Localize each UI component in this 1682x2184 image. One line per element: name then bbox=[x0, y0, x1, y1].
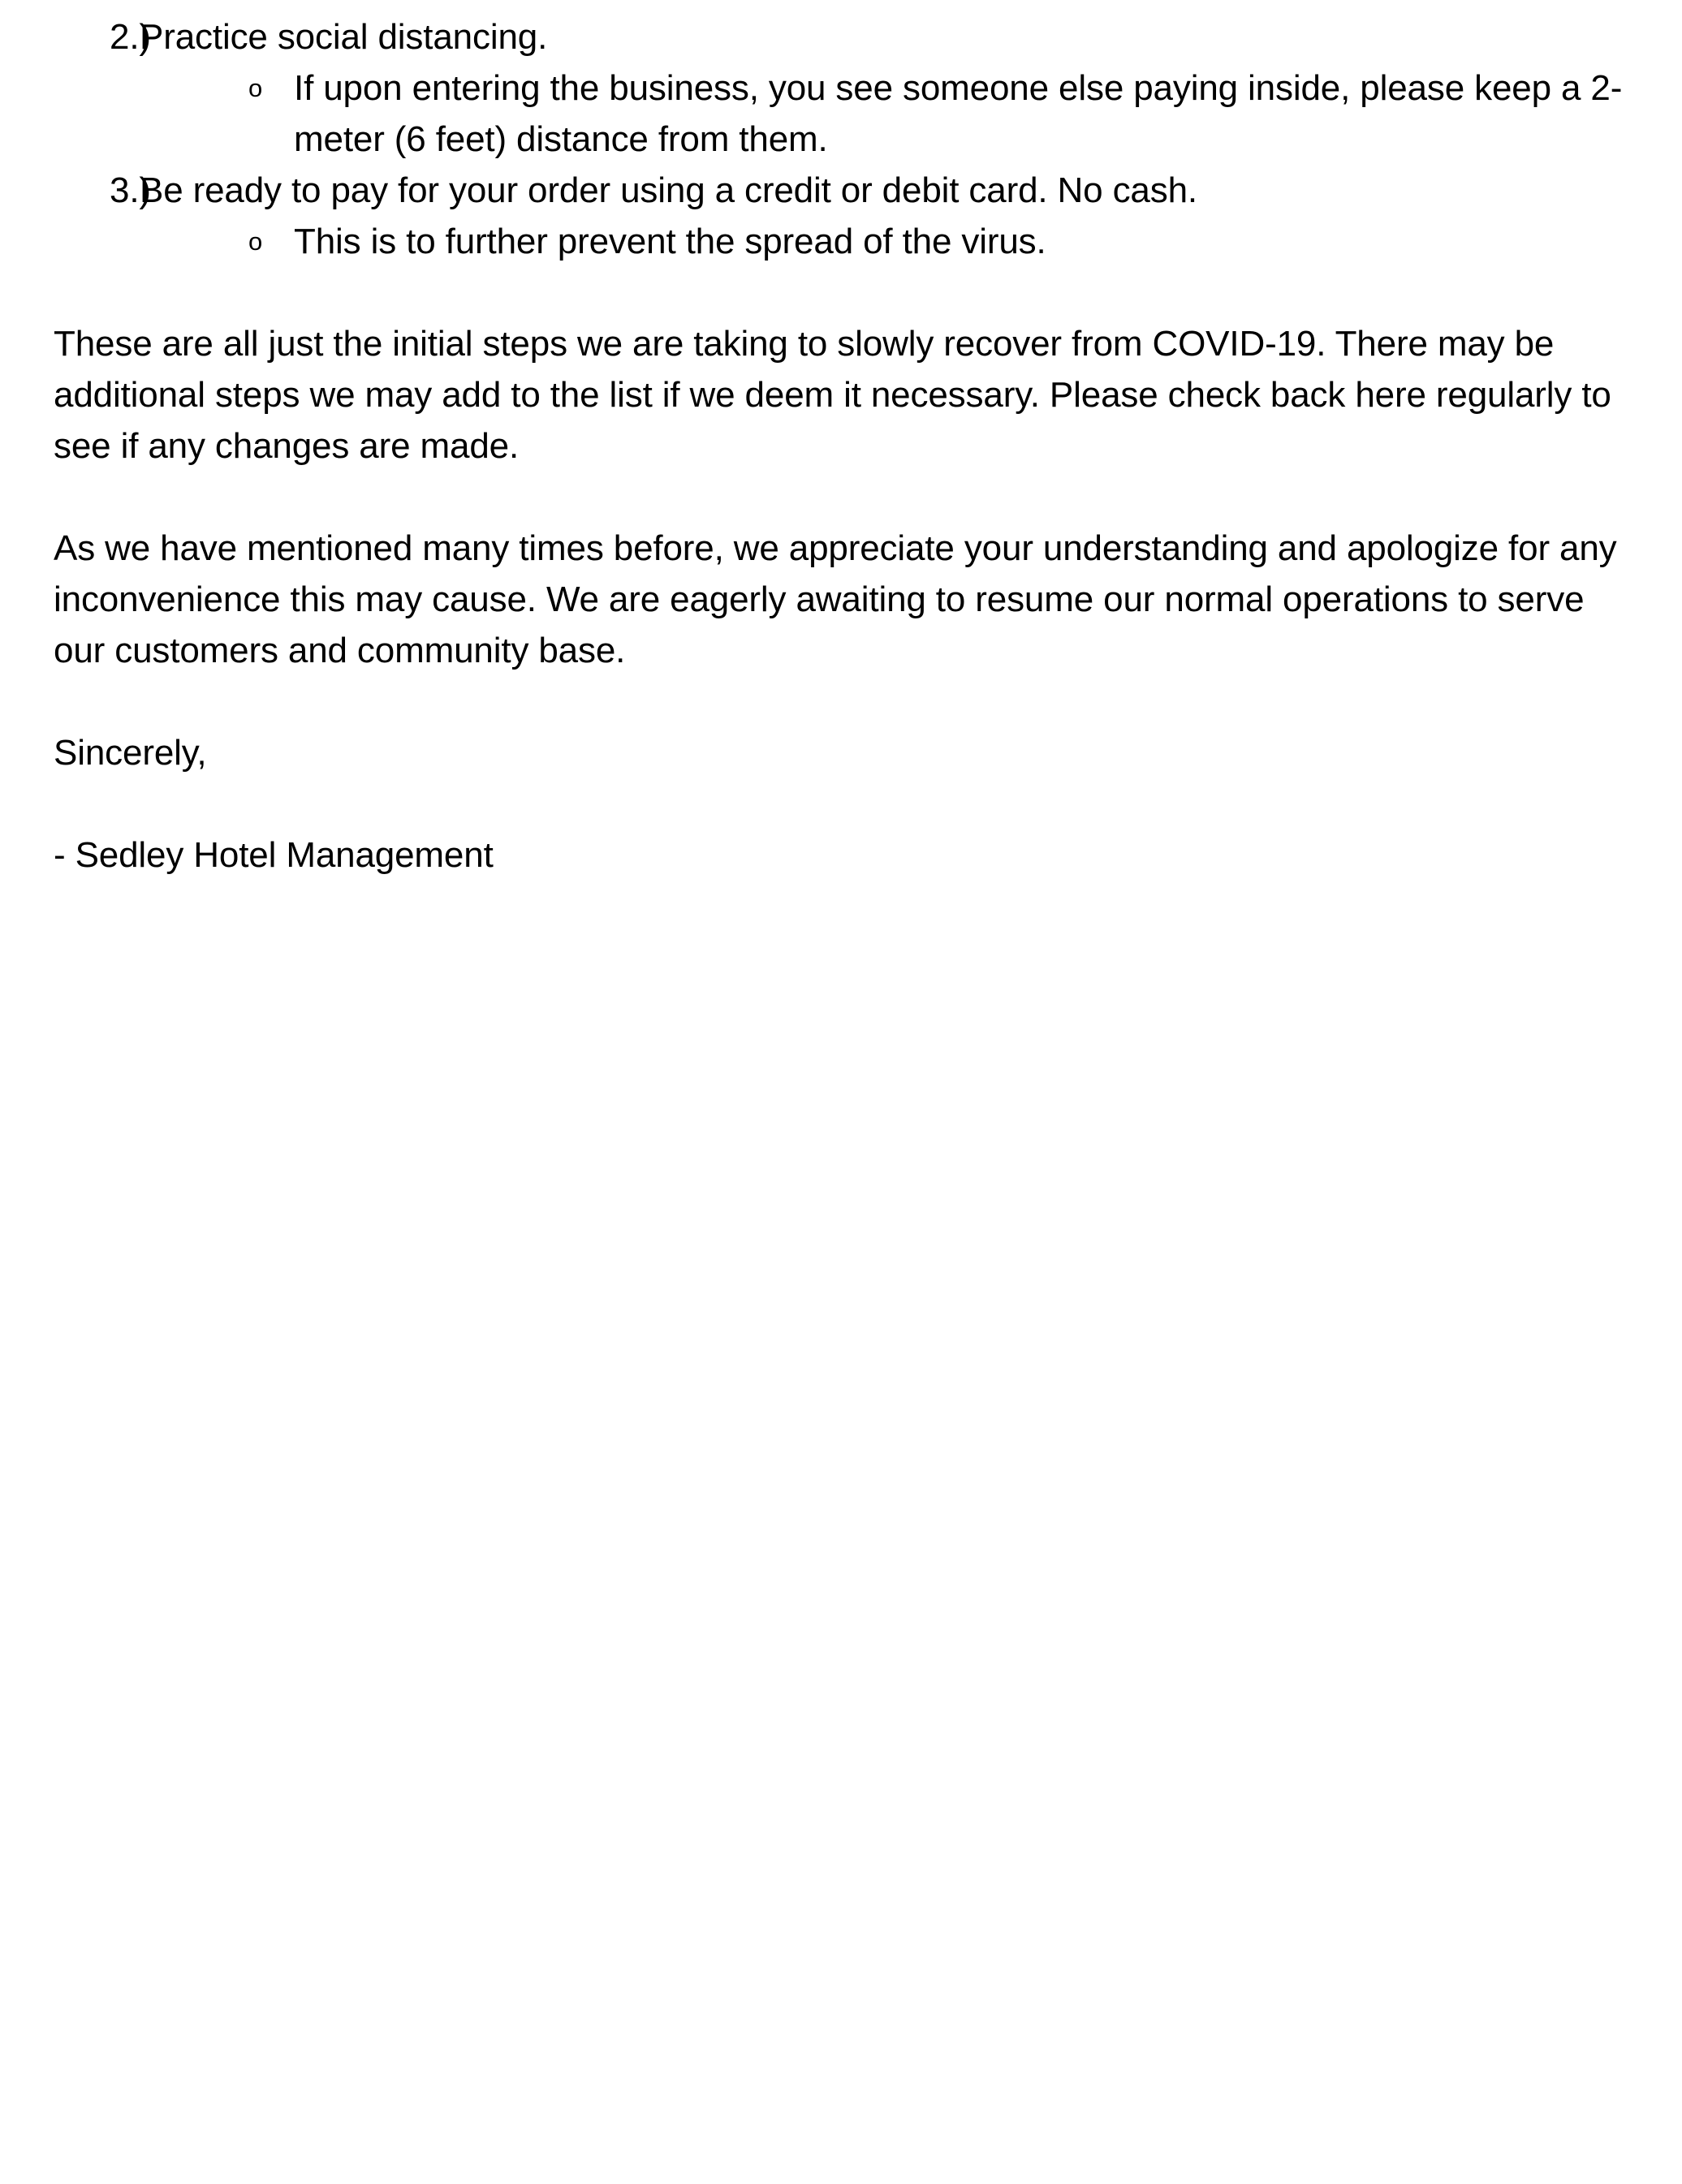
paragraph-spacer bbox=[54, 472, 1624, 523]
sub-bullet-item bbox=[140, 216, 1624, 267]
numbered-list-item bbox=[54, 11, 1624, 165]
sub-bullet-list bbox=[140, 216, 1624, 267]
body-paragraph-1: These are all just the initial steps we are taking to slowly recover from COVID-19. There may be additional steps we may add to the list if we deem it necessary. Please check back here regularly to see if any changes are made. bbox=[54, 324, 1611, 466]
paragraph-spacer bbox=[54, 676, 1624, 727]
sub-bullet-text: This is to further prevent the spread of the virus. bbox=[294, 222, 1046, 261]
sub-bullet-text: If upon entering the business, you see someone else paying inside, please keep a 2-meter (6 feet) distance from them. bbox=[294, 68, 1623, 159]
list-item-text: Practice social distancing. bbox=[140, 17, 548, 57]
sub-bullet-item bbox=[140, 62, 1624, 165]
closing-signature: - Sedley Hotel Management bbox=[54, 835, 494, 875]
closing-salutation: Sincerely, bbox=[54, 733, 207, 773]
paragraph-spacer bbox=[54, 267, 1624, 318]
paragraph-spacer bbox=[54, 778, 1624, 829]
body-paragraph-2: As we have mentioned many times before, we appreciate your understanding and apologize for any inconvenience this may cause. We are eagerly awaiting to resume our normal operations to serve our customers and community base. bbox=[54, 528, 1617, 670]
sub-bullet-list bbox=[140, 62, 1624, 165]
list-item-text: Be ready to pay for your order using a credit or debit card. No cash. bbox=[140, 170, 1197, 210]
hollow-circle-bullet-icon: o bbox=[248, 227, 263, 256]
list-number-marker: 2.) bbox=[110, 17, 151, 57]
numbered-list bbox=[54, 11, 1624, 267]
hollow-circle-bullet-icon: o bbox=[248, 74, 263, 102]
document-body bbox=[54, 11, 1624, 881]
numbered-list-item bbox=[54, 165, 1624, 267]
list-number-marker: 3.) bbox=[110, 170, 151, 210]
